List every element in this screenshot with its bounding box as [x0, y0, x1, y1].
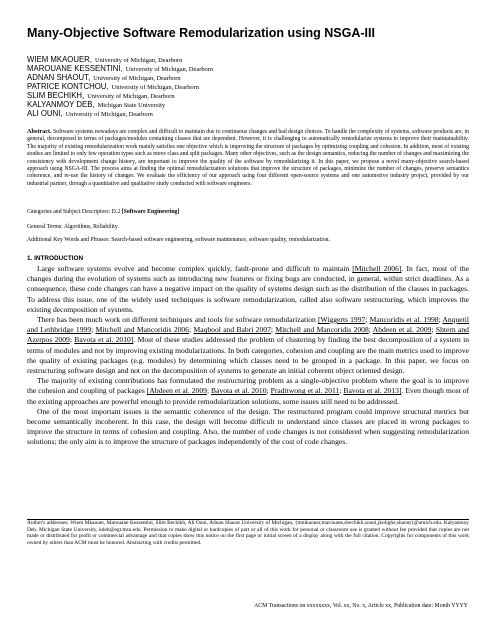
author-name: MAROUANE KESSENTINI, — [27, 64, 123, 73]
paragraph — [27, 264, 469, 315]
text-run: ; — [368, 325, 373, 335]
author-name: KALYANMOY DEB, — [27, 100, 95, 109]
citation-link[interactable]: Maqbool and Babri 2007 — [193, 325, 271, 335]
section-heading-introduction: 1. INTRODUCTION — [27, 255, 84, 262]
author-entry — [27, 55, 467, 64]
paragraph: One of the most important issues is the semantic coherence of the design. The restructured program could improve structural metrics but become semantically incoherent. In this case, the design will become difficult to understand since classes are placed in wrong packages to improve the structure in terms of cohesion and coupling. Also, the number of code changes is not considered when suggesting remodularization solutions; the only aim is to improve the structure of packages independently of the cost of code changes. — [27, 406, 469, 447]
abstract — [27, 128, 469, 188]
author-affiliation: Michigan State University — [97, 102, 166, 109]
citation-link[interactable]: Abdeen et al. 2009 — [372, 325, 432, 335]
author-list — [27, 55, 467, 118]
citation-link[interactable]: Mitchell and Mancoridis 2008 — [275, 325, 369, 335]
paper-title: Many-Objective Software Remodularization using NSGA-III — [27, 26, 375, 40]
citation-link[interactable]: Bavota et al. 2010] — [74, 335, 134, 345]
general-terms: General Terms: Algorithms, Reliability. — [27, 224, 119, 230]
text-run: ; — [339, 386, 344, 396]
text-run: Large software systems evolve and become complex quickly, fault-prone and difficult to maintain — [37, 264, 353, 273]
text-run: ; — [189, 325, 194, 335]
author-name: PATRICE KONTCHOU, — [27, 82, 109, 91]
author-name: WIEM MKAOUER, — [27, 55, 92, 64]
author-entry — [27, 82, 467, 91]
text-run: ; — [91, 325, 96, 335]
text-run: The majority of existing contributions has formulated the restructuring problem as a single-objective problem where the goal is to improve the cohesion and coupling of packages — [27, 376, 469, 396]
text-run: ; — [438, 315, 443, 325]
text-run: ; — [206, 386, 212, 396]
citation-link[interactable]: Praditwong et al. 2011 — [270, 386, 340, 396]
author-affiliation: University of Michigan, Dearborn — [65, 111, 153, 118]
citation-link[interactable]: Bavota et al. 2013] — [343, 386, 402, 396]
paragraph — [27, 315, 469, 376]
citation-link[interactable]: Bavota et al. 2010 — [211, 386, 267, 396]
categories-prefix: Categories and Subject Descriptors: D.2 — [27, 209, 122, 215]
author-name: ALI OUNI, — [27, 109, 63, 118]
text-run: . In fact, most of the changes during the evolution of systems such as introducing new features or fixing bugs are conducted, in general, within strict deadlines. As a consequence, these code changes can have a negative impact on the quality of systems design such as the distribution of the classes in packages. To address this issue, one of the widely used techniques is software remodularization, called also software restructuring, which improves the existing decomposition of systems. — [27, 264, 469, 314]
categories-bold: [Software Engineering] — [121, 209, 180, 215]
citation-link[interactable]: Mitchell and Mancoridis 2006 — [95, 325, 190, 335]
text-run: . Most of these studies addressed the problem of clustering by finding the best decomposition of a system in terms of modules and not by improving existing modularizations. In both categories, cohesion and coupling are the main metrics used to improve the quality of existing packages (e.g. modules) by determining which classes need to be grouped in a package. In this paper, we focus on restructuring software design and not on the decomposition of systems to generate an initial coherent object oriented design. — [27, 335, 470, 376]
text-run: ; — [431, 325, 436, 335]
categories-line — [27, 209, 469, 216]
citation-link[interactable]: Shtern and Azerpos 2009 — [27, 325, 469, 345]
text-run: There has been much work on different techniques and tools for software remodularization — [37, 315, 318, 325]
author-footnote: Author's addresses: Wiem Mkaouer, Marouane Kessentini, Slim Bechikh, Ali Ouni, Adnan Shaout University of Michigan, {mmkaouer,marouane,sbechikh,souni,jkolighe,shaout}@umich.edu. Kalyanmoy Deb, Michigan State University, kdeb@egr.msu.edu. Permission to make digital or hardcopies of part or all of this work for personal or classroom use is granted without fee provided that copies are not made or distributed for profit or commercial advantage and that copies show this notice on the first page or initial screen of a display along with the full citation. Copyrights for components of this work owned by others than ACM must be honored. Abstracting with credits permitted. — [27, 520, 469, 546]
author-affiliation: University of Michigan, Dearborn — [87, 93, 175, 100]
author-affiliation: University of Michigan, Dearborn — [125, 66, 214, 73]
citation-link[interactable]: Anquetil and Lethbridge 1999 — [27, 315, 469, 335]
running-footer: ACM Transactions on xxxxxxxx, Vol. xx, No. x, Article xx, Publication date: Month YYYY — [254, 603, 468, 609]
text-run: . Even though most of the existing approaches are powerful enough to provide remodularization solutions, some issues still need to be addressed. — [27, 386, 470, 406]
text-run: ; — [365, 315, 370, 325]
text-run: ; — [266, 386, 271, 396]
author-name: ADNAN SHAOUT, — [27, 73, 91, 82]
citation-link[interactable]: [Abdeen et al. 2009 — [146, 386, 207, 396]
abstract-text: Software systems nowadays are complex and difficult to maintain due to continuous changes and bad design choices. To handle the complexity of systems, software products are, in general, decomposed in terms of packages/modules containing classes that are dependent. However, it is challenging to automatically remodularize systems to improve their maintainability. The majority of existing remodularization work mainly satisfies one objective which is improving the structure of packages by optimizing coupling and cohesion. In addition, most of existing studies are limited to only few operation types such as move class and split packages. Many other objectives, such as the design semantics, reducing the number of changes and maximizing the consistency with development change history, are important to improve the quality of the software by remodularizing it. In this paper, we propose a novel many-objective search-based approach using NSGA-III. The process aims at finding the optimal remodularization solutions that improve the structure of packages, minimize the number of changes, preserve semantics coherence, and re-use the history of changes. We evaluate the efficiency of our approach using four different open-source systems and one automotive industry project, provided by our industrial partner, through a quantitative and qualitative study conducted with software engineers. — [27, 129, 470, 187]
author-entry — [27, 109, 467, 118]
citation-link[interactable]: Mancoridis et al. 1998 — [369, 315, 439, 325]
introduction-body — [27, 264, 469, 448]
author-entry — [27, 100, 467, 109]
citation-link[interactable]: [Mitchell 2006] — [352, 264, 402, 273]
author-affiliation: University of Michigan, Dearborn — [94, 57, 183, 64]
text-run: ; — [270, 325, 276, 335]
author-entry — [27, 73, 467, 82]
abstract-label: Abstract. — [27, 128, 52, 135]
keywords: Additional Key Words and Phrases: Search-based software engineering, software maintenance, software quality, remodularization. — [27, 237, 330, 243]
citation-link[interactable]: [Wiggerts 1997 — [317, 315, 366, 325]
author-name: SLIM BECHIKH, — [27, 91, 85, 100]
author-entry — [27, 64, 467, 73]
paragraph — [27, 376, 469, 407]
author-affiliation: University of Michigan, Dearborn — [93, 75, 181, 82]
author-entry — [27, 91, 467, 100]
text-run: ; — [69, 335, 75, 345]
author-affiliation: University of Michigan, Dearborn — [111, 84, 199, 91]
